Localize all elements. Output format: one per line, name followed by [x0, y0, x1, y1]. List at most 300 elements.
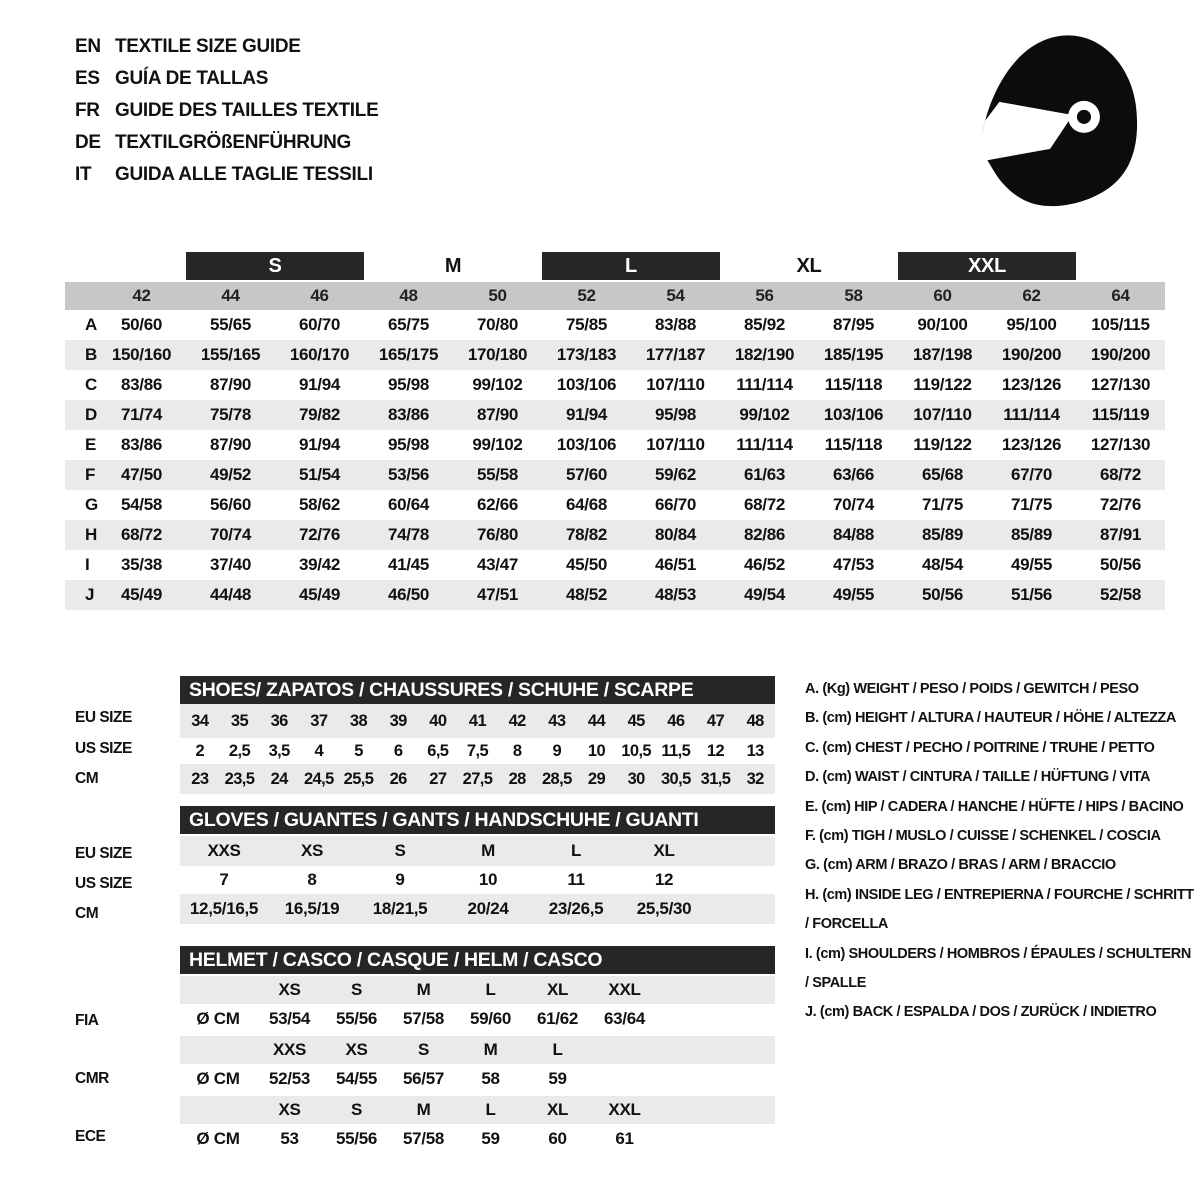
cell: 45/50	[565, 555, 608, 574]
cell: 56/57	[402, 1069, 445, 1088]
row-letter: G	[85, 495, 98, 514]
ece-size-header	[180, 1096, 775, 1124]
cell: S	[394, 841, 406, 860]
cell: 83/86	[120, 435, 163, 454]
cell: 44	[587, 711, 606, 730]
cell: 177/187	[645, 345, 706, 364]
cell: Ø CM	[196, 1129, 240, 1148]
cell: 47	[706, 711, 725, 730]
cell: 115/118	[824, 375, 883, 394]
cell: 160/170	[289, 345, 350, 364]
cell: 99/102	[739, 405, 790, 424]
size-group-m: M	[444, 254, 462, 277]
row-letter: F	[85, 465, 96, 484]
cell: M	[416, 980, 431, 999]
cell: 67/70	[1010, 465, 1053, 484]
lang-code: EN	[75, 36, 101, 57]
cell: 46	[310, 286, 329, 305]
cell: 55/58	[476, 465, 519, 484]
cell: 107/110	[646, 435, 705, 454]
cell: XXL	[608, 1100, 641, 1119]
racing-helmet-icon	[958, 26, 1146, 220]
cell: 43/47	[476, 555, 519, 574]
cell: 10	[587, 741, 606, 760]
cell: 46/51	[654, 555, 697, 574]
cell: 48/54	[921, 555, 964, 574]
cell: 190/200	[1001, 345, 1062, 364]
cell: 37	[310, 711, 328, 730]
cell: 12	[654, 870, 674, 889]
cell: 103/106	[556, 375, 617, 394]
cell: 72/76	[1099, 495, 1142, 514]
cell: L	[485, 1100, 496, 1119]
cell: G. (cm) ARM / BRAZO / BRAS / ARM / BRACCIO	[805, 857, 1116, 874]
cell: 24	[270, 769, 288, 788]
cell: E. (cm) HIP / CADERA / HANCHE / HÜFTE / HIPS / BACINO	[805, 798, 1184, 815]
cell: 42	[132, 286, 151, 305]
gloves-cm-row	[180, 894, 775, 924]
cell: F. (cm) TIGH / MUSLO / CUISSE / SCHENKEL / COSCIA	[805, 828, 1161, 845]
cell: 103/106	[823, 405, 884, 424]
cell: 91/94	[565, 405, 608, 424]
gloves-size-table	[180, 806, 775, 924]
language-title-list	[75, 36, 378, 186]
cell: 53	[280, 1129, 299, 1148]
cell: 28,5	[541, 769, 572, 788]
cell: M	[416, 1100, 431, 1119]
cell: 48/52	[565, 585, 608, 604]
row-letter: D	[85, 405, 97, 424]
cell: 173/183	[556, 345, 617, 364]
cell: XL	[653, 841, 675, 860]
cell: 20/24	[467, 899, 509, 918]
cell: 49/55	[832, 585, 875, 604]
cell: 87/90	[209, 435, 252, 454]
cell: 23	[191, 769, 209, 788]
cell: 46/52	[743, 555, 786, 574]
cell: 87/95	[832, 315, 875, 334]
cell: 53/54	[268, 1009, 311, 1028]
cell: 78/82	[565, 525, 608, 544]
measure-row-c	[65, 370, 1165, 400]
size-group-row	[65, 252, 1165, 280]
cell: 8	[512, 741, 522, 760]
guide-title-de: TEXTILGRÖßENFÜHRUNG	[115, 132, 352, 153]
cell: 46	[667, 711, 685, 730]
cell: 7	[219, 870, 229, 889]
cell: 54	[666, 286, 685, 305]
cell: 57/58	[402, 1129, 445, 1148]
cell: 58/62	[298, 495, 341, 514]
cell: 36	[270, 711, 288, 730]
cell: 50/56	[1099, 555, 1142, 574]
shoes-title-bar: SHOES/ ZAPATOS / CHAUSSURES / SCHUHE / SCARPE	[180, 676, 775, 704]
row-letter: H	[85, 525, 97, 544]
cell: 70/74	[209, 525, 252, 544]
cell: 59	[481, 1129, 500, 1148]
cell: 52	[577, 286, 596, 305]
cell: 48/53	[654, 585, 697, 604]
cell: 72/76	[298, 525, 341, 544]
cell: 62/66	[476, 495, 519, 514]
cell: 95/98	[387, 435, 430, 454]
measure-row-j	[65, 580, 1165, 610]
guide-title-en: TEXTILE SIZE GUIDE	[115, 36, 301, 57]
cell: 50	[488, 286, 507, 305]
cell: 12	[706, 741, 725, 760]
cell: 68/72	[1099, 465, 1142, 484]
cell: 53/56	[387, 465, 430, 484]
row-letter: I	[85, 555, 90, 574]
cell: 57/60	[565, 465, 608, 484]
cell: 27	[429, 769, 447, 788]
cell: 123/126	[1001, 375, 1062, 394]
cell: 111/114	[736, 375, 793, 394]
cell: L	[552, 1040, 563, 1059]
cell: 95/98	[654, 405, 697, 424]
cell: 46/50	[387, 585, 430, 604]
cell: 56/60	[209, 495, 252, 514]
cell: 85/92	[743, 315, 786, 334]
cell: 40	[429, 711, 447, 730]
cell: S	[350, 980, 363, 999]
cell: 59/60	[469, 1009, 512, 1028]
cell: 99/102	[472, 375, 523, 394]
cell: 63/64	[603, 1009, 646, 1028]
measure-row-h	[65, 520, 1165, 550]
cell: 44	[221, 286, 240, 305]
cell: A. (Kg) WEIGHT / PESO / POIDS / GEWITCH / PESO	[805, 681, 1139, 697]
cell: XXL	[608, 980, 641, 999]
cell: 61/62	[536, 1009, 579, 1028]
cell: 8	[307, 870, 317, 889]
measure-row-a	[65, 310, 1165, 340]
cell: L	[570, 841, 582, 860]
cell: 58	[844, 286, 863, 305]
numeric-size-band	[65, 282, 1165, 310]
cell: 59/62	[654, 465, 697, 484]
cell: 61/63	[743, 465, 786, 484]
guide-title-fr: GUIDE DES TAILLES TEXTILE	[115, 100, 379, 121]
cell: 95/98	[387, 375, 430, 394]
cell: M	[483, 1040, 498, 1059]
lang-code: IT	[75, 164, 92, 185]
cell: XXS	[207, 841, 241, 860]
row-letter: C	[85, 375, 97, 394]
cell: XS	[300, 841, 324, 860]
cell: 34	[191, 711, 209, 730]
fia-value-row	[180, 1004, 775, 1034]
shoes-us-row	[180, 738, 775, 764]
cell: 13	[746, 741, 764, 760]
cell: 64	[1111, 286, 1130, 305]
cell: 18/21,5	[372, 899, 428, 918]
cell: 83/86	[387, 405, 430, 424]
cell: 90/100	[917, 315, 968, 334]
measure-row-e	[65, 430, 1165, 460]
cell: 50/56	[921, 585, 964, 604]
fia-size-header	[180, 976, 775, 1004]
cell: 49/52	[209, 465, 252, 484]
cell: 182/190	[734, 345, 795, 364]
cmr-label: CMR	[75, 1070, 109, 1087]
cell: 60	[548, 1129, 567, 1148]
cell: 59	[548, 1069, 567, 1088]
cell: 58	[481, 1069, 500, 1088]
cell: 70/80	[476, 315, 519, 334]
cell: 49/54	[743, 585, 786, 604]
cell: 127/130	[1090, 435, 1151, 454]
cell: 55/56	[335, 1129, 378, 1148]
cell: 103/106	[556, 435, 617, 454]
cell: 75/78	[209, 405, 252, 424]
gloves-eu-row	[180, 836, 775, 866]
cell: 25,5	[343, 769, 374, 788]
gloves-title-bar: GLOVES / GUANTES / GANTS / HANDSCHUHE / GUANTI	[180, 806, 775, 834]
cell: 44/48	[209, 585, 252, 604]
cell: L	[485, 980, 496, 999]
cell: 10,5	[621, 741, 652, 760]
cell: 65/68	[921, 465, 964, 484]
cell: 190/200	[1090, 345, 1151, 364]
cell: 85/89	[921, 525, 964, 544]
cell: 25,5/30	[636, 899, 692, 918]
cell: 48	[399, 286, 418, 305]
cell: 52/53	[268, 1069, 311, 1088]
gloves-eu-size-label: EU SIZE	[75, 845, 132, 862]
cell: 71/75	[1010, 495, 1053, 514]
cell: 39	[389, 711, 407, 730]
lang-code: FR	[75, 100, 100, 121]
cell: 65/75	[387, 315, 430, 334]
size-group-xxl: XXL	[898, 252, 1076, 280]
cell: 26	[389, 769, 407, 788]
cell: 123/126	[1001, 435, 1062, 454]
cell: XS	[278, 980, 301, 999]
cell: 7,5	[466, 741, 489, 760]
size-group-l: L	[542, 252, 720, 280]
cell: 2	[195, 741, 205, 760]
gloves-us-row	[180, 866, 775, 894]
cell: 45/49	[120, 585, 163, 604]
cell: 74/78	[387, 525, 430, 544]
shoes-cm-row	[180, 764, 775, 794]
cell: 127/130	[1090, 375, 1151, 394]
cell: 111/114	[736, 435, 793, 454]
helmet-size-table	[180, 946, 775, 1154]
lang-code: ES	[75, 68, 100, 89]
measurement-legend	[805, 675, 1197, 1028]
cell: Ø CM	[196, 1009, 240, 1028]
cell: 119/122	[913, 435, 972, 454]
cell: 80/84	[654, 525, 697, 544]
cell: 16,5/19	[284, 899, 340, 918]
cell: 28	[508, 769, 526, 788]
cmr-value-row	[180, 1064, 775, 1094]
cell: 43	[548, 711, 566, 730]
cell: H. (cm) INSIDE LEG / ENTREPIERNA / FOURCHE / SCHRITT / FORCELLA	[805, 886, 1194, 933]
cell: I. (cm) SHOULDERS / HOMBROS / ÉPAULES / SCHULTERN / SPALLE	[805, 945, 1191, 992]
measure-row-d	[65, 400, 1165, 430]
cell: 115/119	[1091, 405, 1150, 424]
cell: XXS	[272, 1040, 307, 1059]
cell: 51/54	[298, 465, 341, 484]
cell: 37/40	[209, 555, 252, 574]
cell: 83/88	[654, 315, 697, 334]
cell: 9	[395, 870, 405, 889]
row-letter: A	[85, 315, 97, 334]
cell: 47/53	[832, 555, 875, 574]
cmr-size-header	[180, 1036, 775, 1064]
cell: 68/72	[120, 525, 163, 544]
cell: 49/55	[1010, 555, 1053, 574]
cell: Ø CM	[196, 1069, 240, 1088]
cell: 87/91	[1099, 525, 1142, 544]
cell: 99/102	[472, 435, 523, 454]
cell: 55/56	[335, 1009, 378, 1028]
row-letter: J	[85, 585, 95, 604]
cell: 63/66	[832, 465, 875, 484]
cell: 57/58	[402, 1009, 445, 1028]
cell: 64/68	[565, 495, 608, 514]
cell: 82/86	[743, 525, 786, 544]
lang-code: DE	[75, 132, 101, 153]
cell: 41	[468, 711, 487, 730]
cell: 5	[354, 741, 363, 760]
shoes-size-table	[180, 676, 775, 794]
cell: 3,5	[268, 741, 290, 760]
cell: 95/100	[1006, 315, 1057, 334]
ece-label: ECE	[75, 1128, 106, 1145]
cell: 107/110	[913, 405, 972, 424]
cell: M	[481, 841, 495, 860]
cell: 84/88	[832, 525, 875, 544]
cell: 66/70	[654, 495, 697, 514]
cell: 71/74	[120, 405, 163, 424]
cell: XL	[546, 1100, 569, 1119]
cell: 87/90	[476, 405, 519, 424]
cell: C. (cm) CHEST / PECHO / POITRINE / TRUHE / PETTO	[805, 739, 1155, 756]
cell: 29	[587, 769, 606, 788]
cell: 30,5	[660, 769, 691, 788]
gloves-cm-label: CM	[75, 905, 99, 922]
cell: 35	[230, 711, 249, 730]
cell: 105/115	[1091, 315, 1150, 334]
clothing-size-table	[65, 252, 1165, 610]
cell: 9	[552, 741, 562, 760]
cell: S	[417, 1040, 430, 1059]
size-group-xl: XL	[796, 254, 822, 277]
cell: 11,5	[661, 741, 691, 760]
cell: 6,5	[427, 741, 449, 760]
measure-row-i	[65, 550, 1165, 580]
cell: 38	[349, 711, 368, 730]
cell: 91/94	[298, 435, 341, 454]
cell: 54/55	[335, 1069, 378, 1088]
cell: 45	[627, 711, 645, 730]
cell: J. (cm) BACK / ESPALDA / DOS / ZURÜCK / INDIETRO	[805, 1004, 1157, 1021]
cell: 87/90	[209, 375, 252, 394]
helmet-title-bar: HELMET / CASCO / CASQUE / HELM / CASCO	[180, 946, 775, 974]
ece-value-row	[180, 1124, 775, 1154]
shoes-cm-label: CM	[75, 770, 99, 787]
cell: 185/195	[823, 345, 884, 364]
cell: 76/80	[476, 525, 519, 544]
cell: 48	[746, 711, 764, 730]
cell: 23/26,5	[548, 899, 604, 918]
cell: XS	[278, 1100, 301, 1119]
cell: 61	[615, 1129, 634, 1148]
shoes-eu-row	[180, 704, 775, 738]
cell: 60/64	[387, 495, 430, 514]
cell: 56	[755, 286, 774, 305]
cell: 119/122	[913, 375, 972, 394]
cell: 83/86	[120, 375, 163, 394]
cell: 45/49	[298, 585, 341, 604]
cell: 55/65	[209, 315, 252, 334]
row-letter: E	[85, 435, 97, 454]
cell: 165/175	[378, 345, 439, 364]
cell: 23,5	[224, 769, 255, 788]
cell: 62	[1022, 286, 1041, 305]
cell: 68/72	[743, 495, 786, 514]
cell: 2,5	[228, 741, 251, 760]
cell: XS	[345, 1040, 368, 1059]
cell: 111/114	[1003, 405, 1060, 424]
cell: D. (cm) WAIST / CINTURA / TAILLE / HÜFTUNG / VITA	[805, 769, 1151, 786]
cell: 54/58	[120, 495, 163, 514]
cell: 35/38	[120, 555, 163, 574]
cell: 47/51	[476, 585, 519, 604]
cell: 4	[314, 741, 324, 760]
cell: 60	[933, 286, 952, 305]
cell: 51/56	[1010, 585, 1053, 604]
cell: 52/58	[1099, 585, 1142, 604]
cell: 11	[567, 870, 585, 889]
cell: 85/89	[1010, 525, 1053, 544]
cell: 60/70	[298, 315, 341, 334]
cell: 24,5	[303, 769, 334, 788]
cell: 27,5	[462, 769, 493, 788]
cell: 187/198	[912, 345, 973, 364]
row-letter: B	[85, 345, 97, 364]
shoes-us-size-label: US SIZE	[75, 740, 132, 757]
cell: B. (cm) HEIGHT / ALTURA / HAUTEUR / HÖHE / ALTEZZA	[805, 710, 1176, 727]
cell: XL	[546, 980, 569, 999]
cell: 47/50	[120, 465, 163, 484]
cell: 155/165	[200, 345, 261, 364]
cell: 91/94	[298, 375, 341, 394]
cell: S	[350, 1100, 363, 1119]
cell: 75/85	[565, 315, 608, 334]
cell: 115/118	[824, 435, 883, 454]
fia-label: FIA	[75, 1012, 99, 1029]
guide-title-it: GUIDA ALLE TAGLIE TESSILI	[115, 164, 373, 185]
cell: 71/75	[921, 495, 964, 514]
cell: 30	[627, 769, 645, 788]
cell: 42	[508, 711, 526, 730]
cell: 6	[393, 741, 403, 760]
cell: 31,5	[700, 769, 731, 788]
cell: 150/160	[111, 345, 172, 364]
cell: 79/82	[298, 405, 341, 424]
cell: 39/42	[298, 555, 341, 574]
guide-title-es: GUÍA DE TALLAS	[115, 68, 269, 89]
size-group-s: S	[186, 252, 364, 280]
cell: 12,5/16,5	[189, 899, 259, 918]
cell: 10	[478, 870, 498, 889]
measure-row-b	[65, 340, 1165, 370]
